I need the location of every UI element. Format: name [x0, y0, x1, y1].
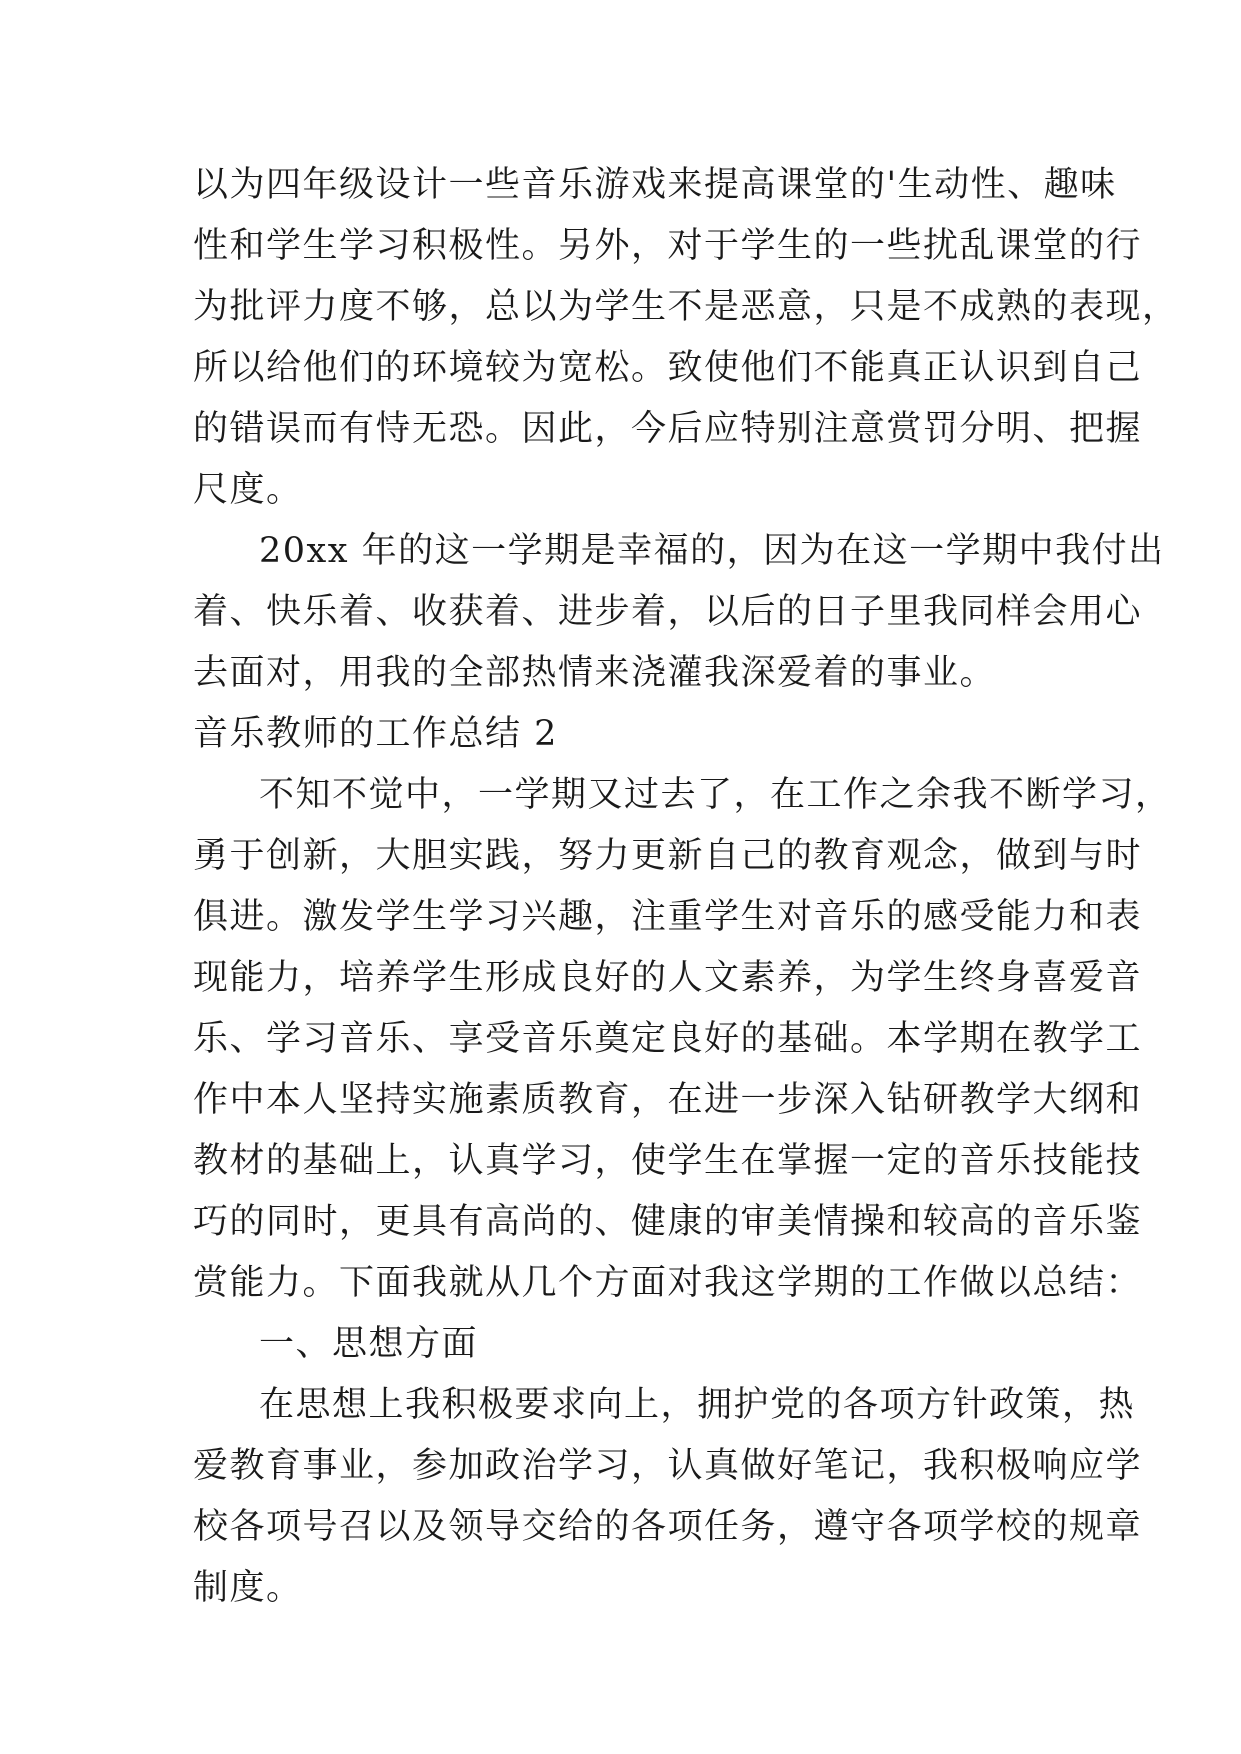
- text-line: 作中本人坚持实施素质教育，在进一步深入钻研教学大纲和: [193, 1080, 1143, 1120]
- text-line: 教材的基础上，认真学习，使学生在掌握一定的音乐技能技: [193, 1141, 1143, 1181]
- paragraph-start-line: 20xx 年的这一学期是幸福的，因为在这一学期中我付出: [259, 531, 1165, 571]
- subsection-heading: 一、思想方面: [259, 1324, 479, 1364]
- text-line: 去面对，用我的全部热情来浇灌我深爱着的事业。: [193, 653, 997, 693]
- text-line: 爱教育事业，参加政治学习，认真做好笔记，我积极响应学: [193, 1446, 1143, 1486]
- text-line: 制度。: [193, 1568, 303, 1608]
- text-line: 俱进。激发学生学习兴趣，注重学生对音乐的感受能力和表: [193, 897, 1143, 937]
- text-line: 现能力，培养学生形成良好的人文素养，为学生终身喜爱音: [193, 958, 1143, 998]
- section-title: 音乐教师的工作总结 2: [193, 714, 558, 754]
- text-line: 着、快乐着、收获着、进步着，以后的日子里我同样会用心: [193, 592, 1143, 632]
- text-line: 校各项号召以及领导交给的各项任务，遵守各项学校的规章: [193, 1507, 1143, 1547]
- text-line: 乐、学习音乐、享受音乐奠定良好的基础。本学期在教学工: [193, 1019, 1143, 1059]
- text-line: 赏能力。下面我就从几个方面对我这学期的工作做以总结：: [193, 1263, 1143, 1303]
- document-body: [193, 155, 1179, 1619]
- paragraph-start-line: 不知不觉中，一学期又过去了，在工作之余我不断学习，: [259, 775, 1172, 815]
- paragraph-start-line: 在思想上我积极要求向上，拥护党的各项方针政策，热: [259, 1385, 1136, 1425]
- text-line: 为批评力度不够，总以为学生不是恶意，只是不成熟的表现，: [193, 287, 1179, 327]
- text-line: 巧的同时，更具有高尚的、健康的审美情操和较高的音乐鉴: [193, 1202, 1143, 1242]
- text-line: 以为四年级设计一些音乐游戏来提高课堂的'生动性、趣味: [193, 165, 1117, 205]
- text-line: 勇于创新，大胆实践，努力更新自己的教育观念，做到与时: [193, 836, 1143, 876]
- text-line: 尺度。: [193, 470, 303, 510]
- text-line: 性和学生学习积极性。另外，对于学生的一些扰乱课堂的行: [193, 226, 1143, 266]
- text-line: 的错误而有恃无恐。因此，今后应特别注意赏罚分明、把握: [193, 409, 1143, 449]
- text-line: 所以给他们的环境较为宽松。致使他们不能真正认识到自己: [193, 348, 1143, 388]
